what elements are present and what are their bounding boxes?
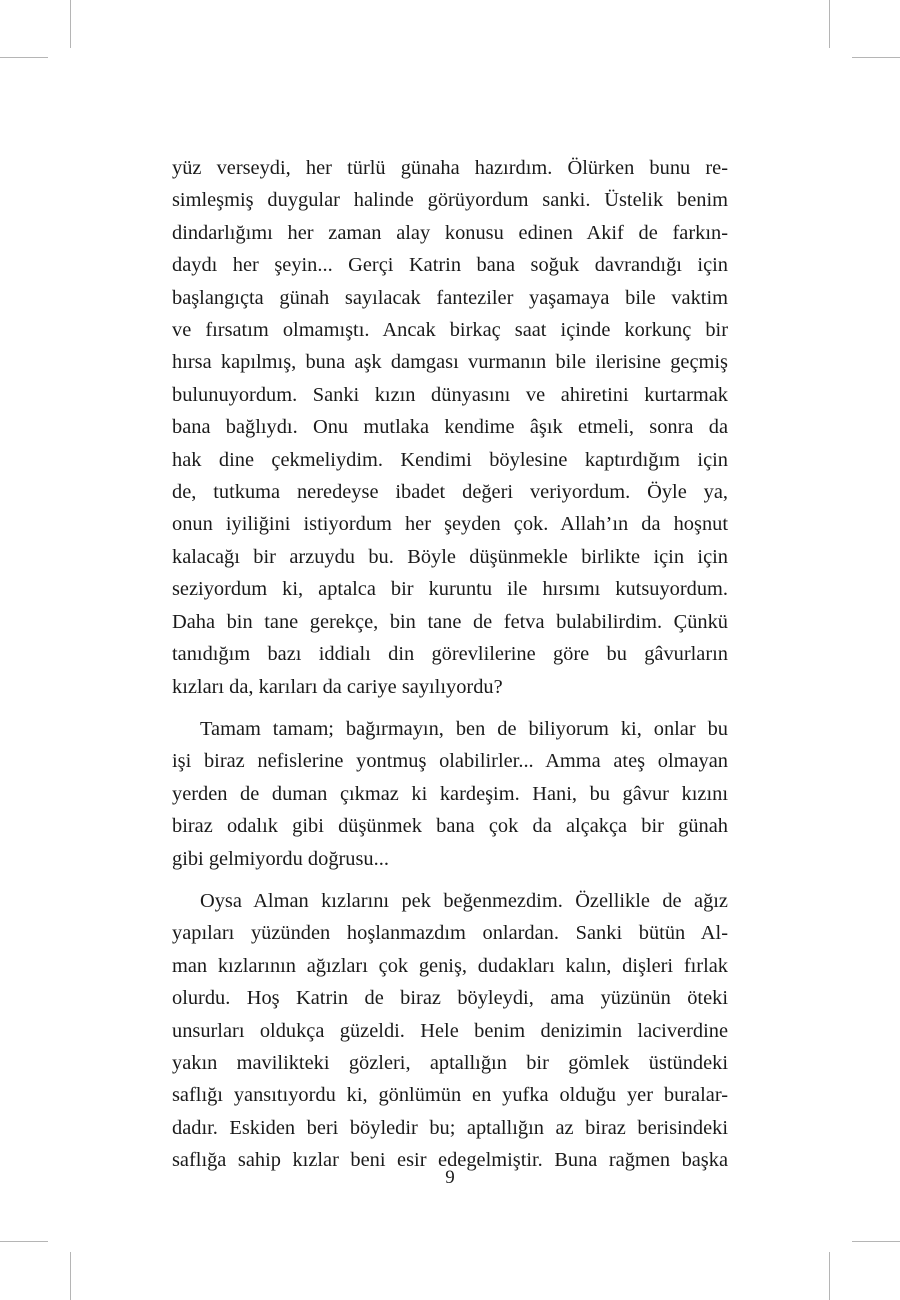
text-line: daydı her şeyin... Gerçi Katrin bana soğuk davrandığı için bbox=[172, 254, 728, 277]
text-line: Oysa Alman kızlarını pek beğenmezdim. Özellikle de ağız bbox=[200, 889, 728, 912]
text-line: yüz verseydi, her türlü günaha hazırdım. Ölürken bunu re- bbox=[172, 157, 728, 179]
text-line: dindarlığımı her zaman alay konusu edinen Akif de farkın- bbox=[172, 221, 728, 244]
text-line: bana bağlıydı. Onu mutlaka kendime âşık etmeli, sonra da bbox=[172, 416, 728, 439]
text-line: hak dine çekmeliydim. Kendimi böylesine kaptırdığım için bbox=[172, 448, 728, 471]
text-line: de, tutkuma neredeyse ibadet değeri veriyordum. Öyle ya, bbox=[172, 481, 728, 504]
crop-mark-top-right-horizontal bbox=[852, 57, 900, 58]
text-line: unsurları oldukça güzeldi. Hele benim denizimin laciverdine bbox=[172, 1019, 728, 1042]
text-line: Tamam tamam; bağırmayın, ben de biliyorum ki, onlar bu bbox=[200, 717, 728, 740]
text-line: işi biraz nefislerine yontmuş olabilirler... Amma ateş olmayan bbox=[172, 750, 728, 773]
text-line: kalacağı bir arzuydu bu. Böyle düşünmekle birlikte için için bbox=[172, 545, 728, 568]
paragraph-3 bbox=[172, 885, 728, 1177]
text-line: yerden de duman çıkmaz ki kardeşim. Hani, bu gâvur kızını bbox=[172, 782, 728, 805]
body-text bbox=[172, 152, 728, 1187]
crop-mark-top-left-horizontal bbox=[0, 57, 48, 58]
text-line: bulunuyordum. Sanki kızın dünyasını ve ahiretini kurtarmak bbox=[172, 383, 728, 406]
text-line: başlangıçta günah sayılacak fanteziler yaşamaya bile vaktim bbox=[172, 286, 728, 309]
crop-mark-bottom-right-vertical bbox=[829, 1252, 830, 1300]
text-line: Daha bin tane gerekçe, bin tane de fetva bulabilirdim. Çünkü bbox=[172, 610, 728, 633]
text-line: biraz odalık gibi düşünmek bana çok da alçakça bir günah bbox=[172, 815, 728, 838]
text-line: hırsa kapılmış, buna aşk damgası vurmanın bile ilerisine geçmiş bbox=[172, 351, 728, 374]
text-line: ve fırsatım olmamıştı. Ancak birkaç saat içinde korkunç bir bbox=[172, 319, 728, 342]
crop-mark-bottom-left-horizontal bbox=[0, 1241, 48, 1242]
crop-mark-bottom-right-horizontal bbox=[852, 1241, 900, 1242]
text-line: kızları da, karıları da cariye sayılıyordu? bbox=[172, 675, 503, 698]
crop-mark-top-left-vertical bbox=[70, 0, 71, 48]
text-line: dadır. Eskiden beri böyledir bu; aptallığın az biraz berisindeki bbox=[172, 1116, 728, 1139]
text-line: saflığı yansıtıyordu ki, gönlümün en yufka olduğu yer buralar- bbox=[172, 1084, 728, 1107]
crop-mark-bottom-left-vertical bbox=[70, 1252, 71, 1300]
page-number: 9 bbox=[445, 1167, 455, 1188]
text-line: yakın mavilikteki gözleri, aptallığın bir gömlek üstündeki bbox=[172, 1051, 728, 1074]
text-line: gibi gelmiyordu doğrusu... bbox=[172, 847, 389, 870]
paragraph-2 bbox=[172, 713, 728, 875]
paragraph-1 bbox=[172, 152, 728, 703]
text-line: man kızlarının ağızları çok geniş, dudakları kalın, dişleri fırlak bbox=[172, 954, 728, 977]
text-line: olurdu. Hoş Katrin de biraz böyleydi, ama yüzünün öteki bbox=[172, 987, 728, 1010]
text-line: saflığa sahip kızlar beni esir edegelmiştir. Buna rağmen başka bbox=[172, 1149, 728, 1172]
text-line: simleşmiş duygular halinde görüyordum sanki. Üstelik benim bbox=[172, 189, 728, 212]
text-line: tanıdığım bazı iddialı din görevlilerine göre bu gâvurların bbox=[172, 643, 728, 666]
text-line: seziyordum ki, aptalca bir kuruntu ile hırsımı kutsuyordum. bbox=[172, 578, 728, 601]
text-line: yapıları yüzünden hoşlanmazdım onlardan. Sanki bütün Al- bbox=[172, 922, 728, 945]
crop-mark-top-right-vertical bbox=[829, 0, 830, 48]
text-line: onun iyiliğini istiyordum her şeyden çok. Allah’ın da hoşnut bbox=[172, 513, 728, 536]
